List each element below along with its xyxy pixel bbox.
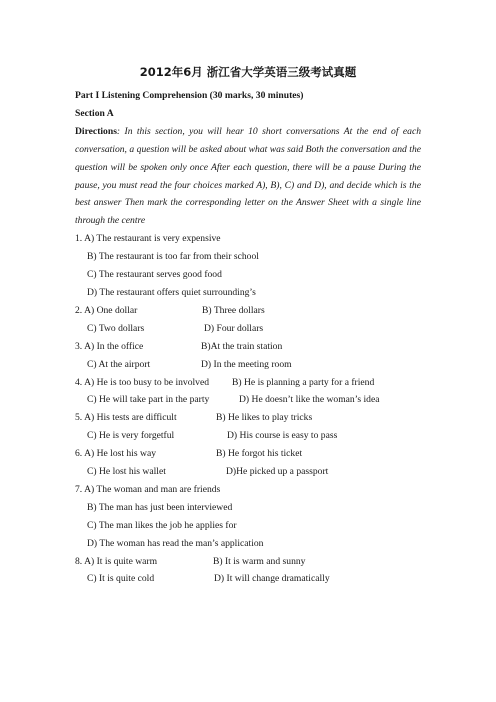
question-5-option-b: B) He likes to play tricks bbox=[216, 412, 313, 424]
question-6-option-b: B) He forgot his ticket bbox=[216, 448, 303, 460]
question-7-option-a: 7. A) The woman and man are friends bbox=[75, 483, 221, 495]
question-4-option-b: B) He is planning a party for a friend bbox=[232, 376, 375, 388]
question-8-option-d: D) It will change dramatically bbox=[214, 573, 330, 585]
section-heading: Section A bbox=[75, 107, 114, 119]
question-3-option-d: D) In the meeting room bbox=[201, 358, 292, 370]
question-5-option-d: D) His course is easy to pass bbox=[227, 430, 338, 442]
exam-page-content bbox=[75, 64, 421, 588]
question-1-option-a: 1. A) The restaurant is very expensive bbox=[75, 233, 221, 245]
question-4-option-d: D) He doesn’t like the woman’s idea bbox=[239, 394, 380, 406]
question-1-option-b: B) The restaurant is too far from their school bbox=[87, 251, 259, 263]
question-7-option-d: D) The woman has read the man’s application bbox=[87, 537, 264, 549]
question-2-option-c: C) Two dollars bbox=[87, 322, 145, 334]
question-3-option-b: B)At the train station bbox=[201, 340, 283, 352]
question-7 bbox=[75, 481, 421, 553]
question-6-option-d: D)He picked up a passport bbox=[226, 466, 329, 478]
question-2-option-a: 2. A) One dollar bbox=[75, 304, 138, 316]
page-title: 2012年6月 浙江省大学英语三级考试真题 bbox=[139, 65, 357, 79]
question-4-option-a: 4. A) He is too busy to be involved bbox=[75, 376, 210, 388]
question-3 bbox=[75, 338, 421, 374]
question-6 bbox=[75, 445, 421, 481]
question-5-option-c: C) He is very forgetful bbox=[87, 430, 175, 442]
question-5 bbox=[75, 409, 421, 445]
question-7-option-b: B) The man has just been interviewed bbox=[87, 501, 233, 513]
question-2-option-d: D) Four dollars bbox=[204, 322, 264, 334]
question-8-option-a: 8. A) It is quite warm bbox=[75, 555, 158, 567]
question-5-option-a: 5. A) His tests are difficult bbox=[75, 412, 177, 424]
question-1 bbox=[75, 230, 421, 302]
question-8-option-c: C) It is quite cold bbox=[87, 573, 155, 585]
question-8-option-b: B) It is warm and sunny bbox=[213, 555, 306, 567]
question-3-option-a: 3. A) In the office bbox=[75, 340, 144, 352]
directions-text: : In this section, you will hear 10 short conversations At the end of each conversation, a question will be asked about what was said Both the conversation and the question will be spoken only once After each question, there will be a pause During the pause, you must read the four choices marked A), B), C) and D), and decide which is the best answer Then mark the corresponding letter on the Answer Sheet with a single line through the centre bbox=[75, 125, 421, 227]
question-6-option-c: C) He lost his wallet bbox=[87, 466, 166, 478]
directions-label: Directions bbox=[75, 125, 117, 137]
question-1-option-d: D) The restaurant offers quiet surrounding’s bbox=[87, 286, 256, 298]
question-4 bbox=[75, 374, 421, 410]
question-2 bbox=[75, 302, 421, 338]
question-4-option-c: C) He will take part in the party bbox=[87, 394, 210, 406]
question-6-option-a: 6. A) He lost his way bbox=[75, 448, 157, 460]
question-1-option-c: C) The restaurant serves good food bbox=[87, 269, 222, 281]
question-3-option-c: C) At the airport bbox=[87, 358, 151, 370]
question-2-option-b: B) Three dollars bbox=[202, 304, 265, 316]
part-heading: Part I Listening Comprehension (30 marks, 30 minutes) bbox=[75, 90, 304, 101]
question-8 bbox=[75, 553, 421, 589]
directions-paragraph bbox=[75, 123, 421, 230]
question-7-option-c: C) The man likes the job he applies for bbox=[87, 519, 237, 531]
